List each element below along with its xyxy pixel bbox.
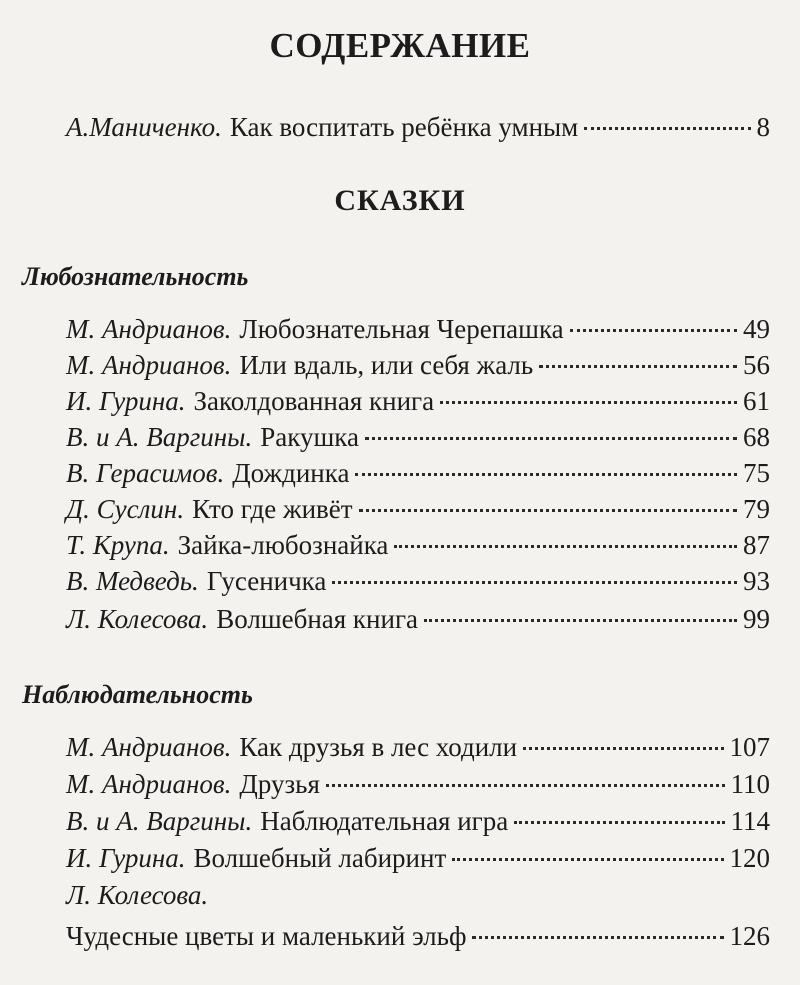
leader-dots <box>424 619 737 622</box>
entry-author: В. Медведь. <box>66 566 199 596</box>
leader-dots <box>514 821 724 824</box>
leader-dots <box>472 936 723 939</box>
entry-title: Заколдованная книга <box>193 386 435 416</box>
leader-dots <box>359 509 737 512</box>
entry-author: М. Андрианов. <box>66 732 232 762</box>
entry-title: Кто где живёт <box>192 494 353 524</box>
entry-title: Гусеничка <box>206 566 327 596</box>
entry-page: 87 <box>743 530 770 560</box>
entry-title: Ракушка <box>260 422 359 452</box>
toc-entry[interactable] <box>66 921 770 957</box>
entry-page: 8 <box>756 112 770 142</box>
category-heading: Любознательность <box>22 262 249 291</box>
section-title: СКАЗКИ <box>334 184 466 217</box>
entry-title: Любознательная Черепашка <box>239 314 564 344</box>
entry-author: А.Маниченко. <box>66 112 222 142</box>
entry-page: 126 <box>729 921 770 951</box>
entry-title: Или вдаль, или себя жаль <box>239 350 534 380</box>
entry-author: М. Андрианов. <box>66 314 232 344</box>
entry-author: Л. Колесова. <box>66 604 209 634</box>
toc-entry[interactable] <box>66 769 770 805</box>
entry-page: 114 <box>730 806 770 836</box>
entry-title: Зайка-любознайка <box>177 530 389 560</box>
leader-dots <box>539 365 737 368</box>
entry-page: 99 <box>743 604 770 634</box>
entry-author: М. Андрианов. <box>66 350 232 380</box>
entry-page: 61 <box>743 386 770 416</box>
leader-dots <box>523 747 723 750</box>
page-title: СОДЕРЖАНИЕ <box>269 26 531 65</box>
toc-entry[interactable] <box>66 566 770 602</box>
toc-entry[interactable] <box>66 314 770 350</box>
intro-entry[interactable] <box>66 112 770 148</box>
entry-title: Наблюдательная игра <box>260 806 509 836</box>
leader-dots <box>570 329 737 332</box>
entry-title: Дождинка <box>232 458 350 488</box>
entry-page: 49 <box>743 314 770 344</box>
leader-dots <box>394 545 737 548</box>
toc-entry[interactable] <box>66 806 770 842</box>
category-heading: Наблюдательность <box>22 680 253 709</box>
leader-dots <box>365 437 737 440</box>
toc-entry[interactable] <box>66 530 770 566</box>
entry-title: Как воспитать ребёнка умным <box>229 112 579 142</box>
leader-dots <box>452 858 723 861</box>
leader-dots <box>332 581 737 584</box>
entry-author: В. и А. Варгины. <box>66 422 253 452</box>
entry-title: Друзья <box>239 769 320 799</box>
entry-title: Как друзья в лес ходили <box>239 732 518 762</box>
entry-page: 110 <box>730 769 770 799</box>
entry-page: 120 <box>729 843 770 873</box>
toc-entry[interactable] <box>66 843 770 879</box>
toc-entry[interactable] <box>66 386 770 422</box>
entry-page: 79 <box>743 494 770 524</box>
entry-author: Т. Крупа. <box>66 530 170 560</box>
entry-page: 107 <box>729 732 770 762</box>
entry-page: 93 <box>743 566 770 596</box>
toc-entry[interactable] <box>66 422 770 458</box>
toc-entry[interactable] <box>66 604 770 640</box>
leader-dots <box>326 784 725 787</box>
entry-title: Чудесные цветы и маленький эльф <box>66 921 467 951</box>
entry-author: И. Гурина. <box>66 386 186 416</box>
leader-dots <box>584 127 750 130</box>
leader-dots <box>355 473 737 476</box>
entry-title: Волшебная книга <box>216 604 419 634</box>
entry-page: 75 <box>743 458 770 488</box>
entry-page: 68 <box>743 422 770 452</box>
toc-entry[interactable] <box>66 732 770 768</box>
entry-page: 56 <box>743 350 770 380</box>
entry-author: Л. Колесова. <box>66 880 209 910</box>
entry-author: И. Гурина. <box>66 843 186 873</box>
entry-author: Д. Суслин. <box>66 494 185 524</box>
entry-author: В. и А. Варгины. <box>66 806 253 836</box>
toc-entry[interactable] <box>66 458 770 494</box>
entry-author: В. Герасимов. <box>66 458 225 488</box>
toc-entry[interactable] <box>66 494 770 530</box>
entry-author: М. Андрианов. <box>66 769 232 799</box>
entry-title: Волшебный лабиринт <box>193 843 447 873</box>
toc-entry[interactable] <box>66 350 770 386</box>
leader-dots <box>440 401 737 404</box>
